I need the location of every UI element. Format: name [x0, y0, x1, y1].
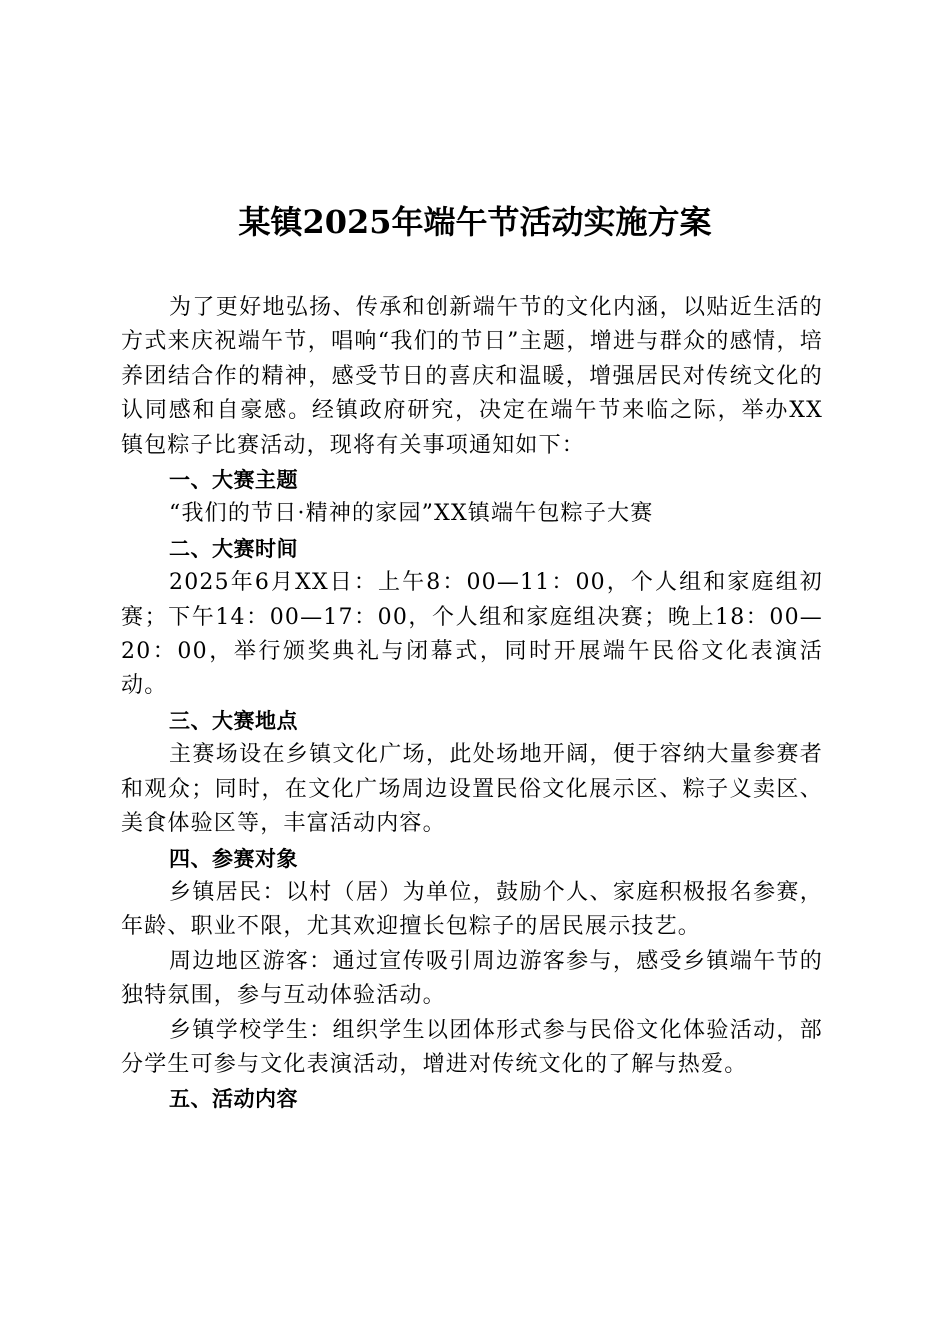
- document-title: 某镇2025年端午节活动实施方案: [238, 203, 712, 241]
- section-paragraph: “我们的节日·精神的家园”XX镇端午包粽子大赛: [169, 501, 654, 527]
- intro-paragraph: 为了更好地弘扬、传承和创新端午节的文化内涵，以贴近生活的方式来庆祝端午节，唱响“我们的节日”主题，增进与群众的感情，培养团结合作的精神，感受节日的喜庆和温暖，增强居民对传统文化的认同感和自豪感。经镇政府研究，决定在端午节来临之际，举办XX镇包粽子比赛活动，现将有关事项通知如下：: [121, 295, 823, 458]
- section-paragraph: 周边地区游客：通过宣传吸引周边游客参与，感受乡镇端午节的独特氛围，参与互动体验活动。: [121, 948, 823, 1009]
- section-paragraph: 乡镇居民：以村（居）为单位，鼓励个人、家庭积极报名参赛，年龄、职业不限，尤其欢迎擅长包粽子的居民展示技艺。: [121, 879, 823, 940]
- section-paragraph: 2025年6月XX日：上午8：00—11：00，个人组和家庭组初赛；下午14：00—17：00，个人组和家庭组决赛；晚上18：00—20：00，举行颁奖典礼与闭幕式，同时开展端午民俗文化表演活动。: [121, 570, 823, 699]
- section-paragraph: 主赛场设在乡镇文化广场，此处场地开阔，便于容纳大量参赛者和观众；同时，在文化广场周边设置民俗文化展示区、粽子义卖区、美食体验区等，丰富活动内容。: [121, 742, 823, 837]
- document-body: [121, 291, 823, 1117]
- section-heading-time: 二、大赛时间: [169, 536, 298, 561]
- section-heading-activities: 五、活动内容: [169, 1087, 298, 1112]
- section-heading-location: 三、大赛地点: [169, 708, 298, 733]
- section-heading-theme: 一、大赛主题: [169, 468, 298, 493]
- section-heading-participants: 四、参赛对象: [169, 846, 298, 871]
- section-paragraph: 乡镇学校学生：组织学生以团体形式参与民俗文化体验活动，部分学生可参与文化表演活动，增进对传统文化的了解与热爱。: [121, 1017, 823, 1077]
